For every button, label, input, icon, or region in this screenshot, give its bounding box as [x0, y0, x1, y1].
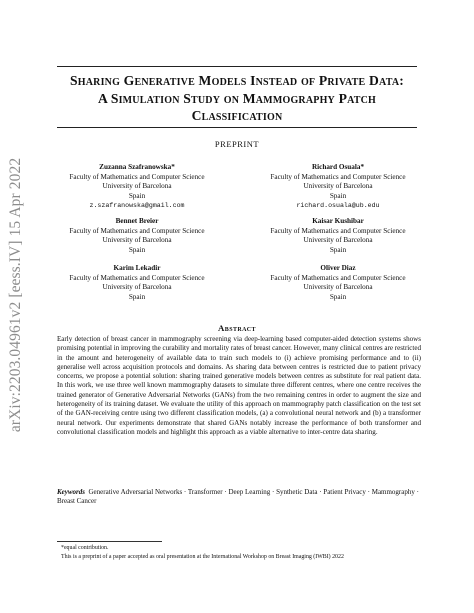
author-institution: University of Barcelona	[303, 283, 373, 292]
author-name: Kaisar Kushibar	[312, 217, 364, 225]
author-name: Karim Lekadir	[113, 264, 161, 272]
preprint-label: PREPRINT	[214, 139, 260, 149]
author-block	[238, 163, 438, 211]
keywords-text: Generative Adversarial Networks · Transformer · Deep Learning · Synthetic Data · Patient Privacy · Mammography · Breast Cancer	[57, 488, 419, 506]
title-line-1: Sharing Generative Models Instead of Private Data:	[70, 73, 404, 88]
author-dept: Faculty of Mathematics and Computer Science	[69, 273, 205, 282]
footnote-rule	[57, 541, 162, 542]
author-country: Spain	[329, 245, 347, 254]
author-institution: University of Barcelona	[102, 182, 172, 191]
author-institution: University of Barcelona	[102, 283, 172, 292]
author-country: Spain	[128, 245, 146, 254]
author-name: Zuzanna Szafranowska*	[99, 163, 175, 171]
author-name: Bennet Breier	[115, 217, 159, 225]
author-dept: Faculty of Mathematics and Computer Science	[69, 226, 205, 235]
author-dept: Faculty of Mathematics and Computer Science	[270, 226, 406, 235]
author-name: Richard Osuala*	[311, 163, 365, 171]
author-email[interactable]: richard.osuala@ub.edu	[296, 202, 380, 210]
title-line-3: Classification	[191, 108, 283, 123]
footnote-preprint-note: This is a preprint of a paper accepted as oral presentation at the International Workshop on Breast Imaging (IWBI) 2022	[61, 554, 344, 560]
arxiv-sidebar	[3, 130, 29, 460]
author-country: Spain	[128, 191, 146, 200]
abstract-heading: Abstract	[218, 323, 256, 333]
author-block	[37, 163, 237, 211]
footnote-equal-contribution: *equal contribution.	[61, 545, 109, 551]
title-bottom-rule	[57, 127, 417, 128]
author-country: Spain	[329, 292, 347, 301]
author-block	[37, 217, 237, 255]
author-country: Spain	[128, 292, 146, 301]
author-dept: Faculty of Mathematics and Computer Science	[270, 172, 406, 181]
author-dept: Faculty of Mathematics and Computer Science	[270, 273, 406, 282]
keywords-label: Keywords	[57, 488, 85, 496]
author-email[interactable]: z.szafranowska@gmail.com	[89, 202, 185, 210]
author-institution: University of Barcelona	[303, 182, 373, 191]
arxiv-identifier: arXiv:2203.04961v2 [eess.IV] 15 Apr 2022	[7, 157, 24, 433]
title-line-2: A Simulation Study on Mammography Patch	[97, 90, 377, 106]
paper-title	[40, 72, 434, 125]
keywords	[57, 488, 421, 507]
author-country: Spain	[329, 191, 347, 200]
abstract-text: Early detection of breast cancer in mammography screening via deep-learning based computer-aided detection systems shows promising potential in improving the curability and mortality rates of breast cancer. However, many clinical centres are restricted in the amount and heterogeneity of available data to train such models to (i) achieve promising performance and to (ii) generalise well across acquisition protocols and domains. As sharing data between centres is restricted due to patient privacy concerns, we propose a potential solution: sharing trained generative models between centres as substitute for real patient data. In this work, we use three well known mammography datasets to simulate three different centres, where one centre receives the trained generator of Generative Adversarial Networks (GANs) from the two remaining centres in order to augment the size and heterogeneity of its training dataset. We evaluate the utility of this approach on mammography patch classification on the test set of the GAN-receiving centre using two different classification models, (a) a convolutional neural network and (b) a transformer neural network. Our experiments demonstrate that shared GANs notably increase the performance of both transformer and convolutional classification models and highlight this approach as a viable alternative to inter-centre data sharing.	[57, 335, 421, 436]
author-institution: University of Barcelona	[102, 236, 172, 245]
title-top-rule	[57, 66, 417, 67]
author-block	[238, 264, 438, 302]
author-block	[37, 264, 237, 302]
author-dept: Faculty of Mathematics and Computer Science	[69, 172, 205, 181]
author-block	[238, 217, 438, 255]
author-institution: University of Barcelona	[303, 236, 373, 245]
author-name: Oliver Diaz	[320, 264, 356, 272]
